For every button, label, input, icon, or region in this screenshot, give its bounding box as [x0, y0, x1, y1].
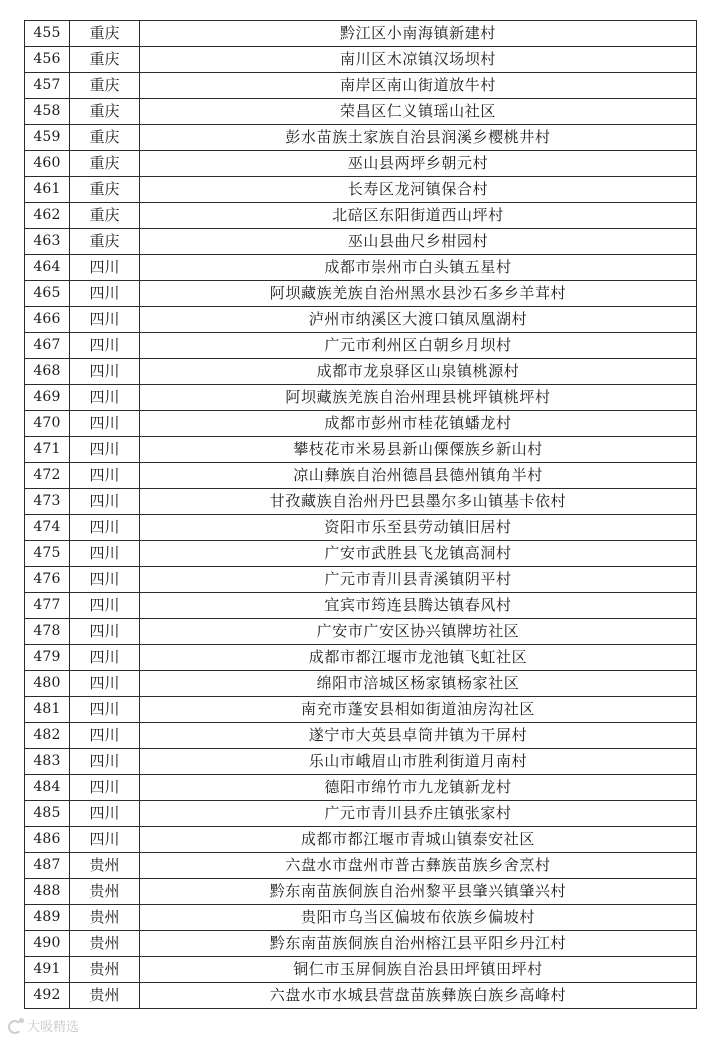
table-row — [25, 151, 697, 177]
cell-number: 479 — [25, 645, 70, 671]
cell-number: 467 — [25, 333, 70, 359]
cell-number: 471 — [25, 437, 70, 463]
table-row — [25, 125, 697, 151]
cell-province: 重庆 — [70, 73, 140, 99]
cell-province: 四川 — [70, 333, 140, 359]
cell-village-name: 成都市都江堰市龙池镇飞虹社区 — [140, 645, 697, 671]
cell-number: 482 — [25, 723, 70, 749]
cell-village-name: 巫山县两坪乡朝元村 — [140, 151, 697, 177]
watermark-text: 大吸精选 — [27, 1019, 80, 1035]
table-row — [25, 411, 697, 437]
cell-number: 464 — [25, 255, 70, 281]
table-row — [25, 255, 697, 281]
cell-village-name: 铜仁市玉屏侗族自治县田坪镇田坪村 — [140, 957, 697, 983]
table-row — [25, 671, 697, 697]
cell-number: 460 — [25, 151, 70, 177]
cell-number: 466 — [25, 307, 70, 333]
cell-number: 488 — [25, 879, 70, 905]
cell-province: 贵州 — [70, 879, 140, 905]
cell-number: 492 — [25, 983, 70, 1009]
table-row — [25, 749, 697, 775]
cell-village-name: 阿坝藏族羌族自治州黑水县沙石多乡羊茸村 — [140, 281, 697, 307]
table-row — [25, 99, 697, 125]
cell-village-name: 黔东南苗族侗族自治州黎平县肇兴镇肇兴村 — [140, 879, 697, 905]
table-row — [25, 697, 697, 723]
cell-province: 四川 — [70, 775, 140, 801]
cell-province: 四川 — [70, 281, 140, 307]
cell-number: 484 — [25, 775, 70, 801]
table-row — [25, 619, 697, 645]
table-row — [25, 905, 697, 931]
cell-province: 贵州 — [70, 931, 140, 957]
table-row — [25, 203, 697, 229]
cell-village-name: 广安市武胜县飞龙镇高洞村 — [140, 541, 697, 567]
cell-village-name: 凉山彝族自治州德昌县德州镇角半村 — [140, 463, 697, 489]
cell-province: 四川 — [70, 359, 140, 385]
table-row — [25, 307, 697, 333]
table-row — [25, 463, 697, 489]
cell-province: 重庆 — [70, 99, 140, 125]
cell-number: 489 — [25, 905, 70, 931]
cell-number: 490 — [25, 931, 70, 957]
table-body — [25, 21, 697, 1009]
table-row — [25, 775, 697, 801]
cell-village-name: 荣昌区仁义镇瑶山社区 — [140, 99, 697, 125]
cell-number: 470 — [25, 411, 70, 437]
table-row — [25, 515, 697, 541]
table-row — [25, 437, 697, 463]
cell-village-name: 贵阳市乌当区偏坡布依族乡偏坡村 — [140, 905, 697, 931]
table-row — [25, 359, 697, 385]
table-row — [25, 879, 697, 905]
table-row — [25, 229, 697, 255]
cell-village-name: 南充市蓬安县相如街道油房沟社区 — [140, 697, 697, 723]
cell-number: 475 — [25, 541, 70, 567]
cell-village-name: 绵阳市涪城区杨家镇杨家社区 — [140, 671, 697, 697]
watermark-logo-icon — [8, 1018, 24, 1032]
cell-village-name: 南川区木凉镇汉场坝村 — [140, 47, 697, 73]
cell-number: 485 — [25, 801, 70, 827]
table-row — [25, 957, 697, 983]
cell-number: 461 — [25, 177, 70, 203]
cell-number: 474 — [25, 515, 70, 541]
cell-number: 480 — [25, 671, 70, 697]
table-row — [25, 385, 697, 411]
cell-village-name: 黔江区小南海镇新建村 — [140, 21, 697, 47]
cell-number: 457 — [25, 73, 70, 99]
table-row — [25, 853, 697, 879]
cell-number: 483 — [25, 749, 70, 775]
cell-number: 458 — [25, 99, 70, 125]
cell-province: 重庆 — [70, 203, 140, 229]
cell-village-name: 阿坝藏族羌族自治州理县桃坪镇桃坪村 — [140, 385, 697, 411]
table-row — [25, 177, 697, 203]
cell-province: 贵州 — [70, 853, 140, 879]
cell-village-name: 遂宁市大英县卓筒井镇为干屏村 — [140, 723, 697, 749]
cell-number: 487 — [25, 853, 70, 879]
cell-province: 重庆 — [70, 21, 140, 47]
cell-province: 四川 — [70, 307, 140, 333]
cell-village-name: 巫山县曲尺乡柑园村 — [140, 229, 697, 255]
table-row — [25, 593, 697, 619]
cell-number: 459 — [25, 125, 70, 151]
cell-village-name: 长寿区龙河镇保合村 — [140, 177, 697, 203]
cell-number: 476 — [25, 567, 70, 593]
cell-village-name: 攀枝花市米易县新山傈僳族乡新山村 — [140, 437, 697, 463]
cell-province: 贵州 — [70, 957, 140, 983]
cell-number: 481 — [25, 697, 70, 723]
cell-province: 四川 — [70, 411, 140, 437]
cell-province: 重庆 — [70, 229, 140, 255]
cell-province: 贵州 — [70, 983, 140, 1009]
table-row — [25, 931, 697, 957]
cell-number: 478 — [25, 619, 70, 645]
cell-village-name: 宜宾市筠连县腾达镇春风村 — [140, 593, 697, 619]
cell-province: 四川 — [70, 619, 140, 645]
cell-village-name: 成都市崇州市白头镇五星村 — [140, 255, 697, 281]
table-row — [25, 541, 697, 567]
cell-province: 四川 — [70, 463, 140, 489]
cell-province: 重庆 — [70, 47, 140, 73]
cell-number: 486 — [25, 827, 70, 853]
table-row — [25, 827, 697, 853]
table-row — [25, 983, 697, 1009]
cell-number: 468 — [25, 359, 70, 385]
cell-village-name: 甘孜藏族自治州丹巴县墨尔多山镇基卡依村 — [140, 489, 697, 515]
table-row — [25, 645, 697, 671]
cell-village-name: 六盘水市水城县营盘苗族彝族白族乡高峰村 — [140, 983, 697, 1009]
cell-village-name: 资阳市乐至县劳动镇旧居村 — [140, 515, 697, 541]
cell-number: 472 — [25, 463, 70, 489]
cell-number: 455 — [25, 21, 70, 47]
cell-province: 贵州 — [70, 905, 140, 931]
cell-number: 465 — [25, 281, 70, 307]
cell-province: 四川 — [70, 255, 140, 281]
cell-number: 469 — [25, 385, 70, 411]
cell-province: 重庆 — [70, 125, 140, 151]
cell-village-name: 成都市彭州市桂花镇蟠龙村 — [140, 411, 697, 437]
cell-village-name: 广元市利州区白朝乡月坝村 — [140, 333, 697, 359]
table-row — [25, 21, 697, 47]
cell-village-name: 北碚区东阳街道西山坪村 — [140, 203, 697, 229]
cell-province: 四川 — [70, 489, 140, 515]
cell-province: 四川 — [70, 515, 140, 541]
table-row — [25, 489, 697, 515]
cell-province: 四川 — [70, 827, 140, 853]
cell-number: 473 — [25, 489, 70, 515]
cell-number: 477 — [25, 593, 70, 619]
cell-village-name: 广元市青川县乔庄镇张家村 — [140, 801, 697, 827]
cell-village-name: 黔东南苗族侗族自治州榕江县平阳乡丹江村 — [140, 931, 697, 957]
table-row — [25, 801, 697, 827]
cell-province: 四川 — [70, 645, 140, 671]
cell-number: 491 — [25, 957, 70, 983]
table-row — [25, 281, 697, 307]
cell-village-name: 乐山市峨眉山市胜利街道月南村 — [140, 749, 697, 775]
cell-province: 四川 — [70, 801, 140, 827]
cell-village-name: 六盘水市盘州市普古彝族苗族乡舍烹村 — [140, 853, 697, 879]
cell-province: 重庆 — [70, 151, 140, 177]
cell-village-name: 广安市广安区协兴镇牌坊社区 — [140, 619, 697, 645]
cell-number: 462 — [25, 203, 70, 229]
table-row — [25, 723, 697, 749]
cell-province: 四川 — [70, 437, 140, 463]
cell-province: 四川 — [70, 567, 140, 593]
village-list-table-container — [24, 20, 696, 1009]
cell-village-name: 彭水苗族土家族自治县润溪乡樱桃井村 — [140, 125, 697, 151]
cell-number: 456 — [25, 47, 70, 73]
table-row — [25, 567, 697, 593]
table-row — [25, 73, 697, 99]
cell-province: 四川 — [70, 749, 140, 775]
watermark — [8, 1016, 79, 1034]
cell-village-name: 南岸区南山街道放牛村 — [140, 73, 697, 99]
cell-number: 463 — [25, 229, 70, 255]
village-list-table — [24, 20, 697, 1009]
cell-province: 四川 — [70, 671, 140, 697]
cell-village-name: 德阳市绵竹市九龙镇新龙村 — [140, 775, 697, 801]
cell-province: 四川 — [70, 593, 140, 619]
cell-province: 四川 — [70, 697, 140, 723]
table-row — [25, 333, 697, 359]
cell-village-name: 泸州市纳溪区大渡口镇凤凰湖村 — [140, 307, 697, 333]
cell-province: 四川 — [70, 541, 140, 567]
cell-province: 重庆 — [70, 177, 140, 203]
cell-province: 四川 — [70, 385, 140, 411]
table-row — [25, 47, 697, 73]
cell-village-name: 成都市龙泉驿区山泉镇桃源村 — [140, 359, 697, 385]
cell-village-name: 成都市都江堰市青城山镇泰安社区 — [140, 827, 697, 853]
cell-province: 四川 — [70, 723, 140, 749]
cell-village-name: 广元市青川县青溪镇阴平村 — [140, 567, 697, 593]
